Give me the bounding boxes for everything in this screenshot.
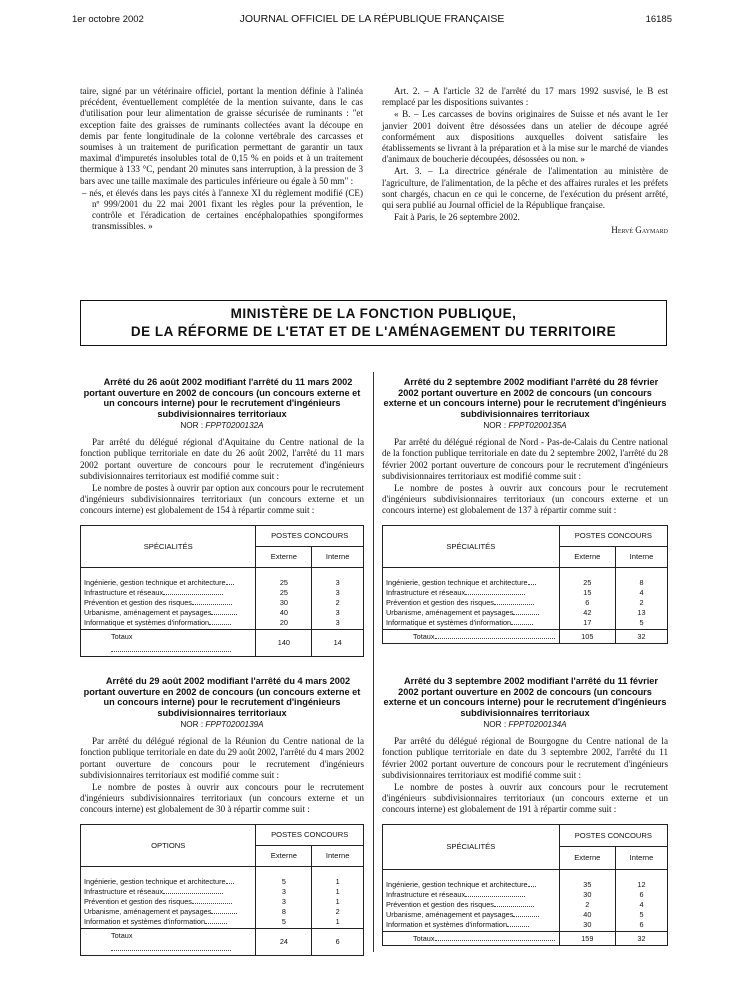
row-externe: 30 xyxy=(559,890,615,900)
nor-label: NOR : xyxy=(180,421,204,430)
row-interne: 5 xyxy=(615,910,667,920)
total-externe: 140 xyxy=(256,629,312,656)
paragraph: Le nombre de postes à ouvrir aux concours pour le recrutement d'ingénieurs subdivisionnaires territoriaux (un concours externe et un concours interne) est globalement de 30 à répartir comme suit : xyxy=(80,782,364,815)
row-label-text: Ingénierie, gestion technique et architecture xyxy=(386,879,528,889)
totals-label xyxy=(81,629,256,656)
table-row xyxy=(383,920,668,931)
paragraph: – nés, et élevés dans les pays cités à l'annexe XI du règlement modifié (CE) nº 999/2001 du 22 mai 2001 fixant les règles pour la prévention, le contrôle et l'éradication de certaines encéphalopathies spongiformes transmissibles. » xyxy=(82,187,363,232)
dot-leader xyxy=(192,897,232,904)
row-label xyxy=(81,598,256,608)
totals-label-text: Totaux xyxy=(111,930,133,940)
column-header-postes: POSTES CONCOURS xyxy=(559,525,667,546)
row-externe: 30 xyxy=(256,598,312,608)
arrete-title: Arrêté du 26 août 2002 modifiant l'arrêté du 11 mars 2002 portant ouverture en 2002 de concours (un concours externe et un concours interne) pour le recrutement d'ingénieurs subdivisionnaires territoriaux xyxy=(83,377,361,419)
column-header-externe: Externe xyxy=(559,847,615,870)
column-header-externe: Externe xyxy=(256,546,312,567)
dot-leader xyxy=(507,920,529,927)
totals-label-text: Totaux xyxy=(413,631,435,641)
postes-table xyxy=(382,824,668,946)
column-header-interne: Interne xyxy=(615,847,667,870)
row-label-text: Informatique et systèmes d'information xyxy=(84,618,210,628)
row-label-text: Urbanisme, aménagement et paysages xyxy=(84,608,212,618)
row-interne: 12 xyxy=(615,869,667,890)
row-interne: 4 xyxy=(615,900,667,910)
totals-row xyxy=(383,931,668,945)
column-header-label: SPÉCIALITÉS xyxy=(383,525,560,567)
row-externe: 35 xyxy=(559,869,615,890)
dot-leader xyxy=(494,900,534,907)
row-externe: 25 xyxy=(256,588,312,598)
row-interne: 13 xyxy=(615,608,667,618)
paragraph: Le nombre de postes à ouvrir aux concours pour le recrutement d'ingénieurs subdivisionnaires territoriaux (un concours externe et un concours interne) est globalement de 137 à répartir comme suit : xyxy=(382,483,668,516)
column-header-label: SPÉCIALITÉS xyxy=(383,824,560,869)
row-interne: 1 xyxy=(312,917,364,928)
nor-reference xyxy=(80,420,364,431)
dot-leader xyxy=(209,618,231,625)
row-label-text: Infrastructure et réseaux xyxy=(84,886,164,896)
postes-table xyxy=(80,525,364,657)
row-externe: 2 xyxy=(559,900,615,910)
column-divider xyxy=(373,372,374,952)
row-label xyxy=(383,608,560,618)
totals-label-text: Totaux xyxy=(413,933,435,943)
row-label-text: Urbanisme, aménagement et paysages xyxy=(386,910,514,920)
table-row xyxy=(81,907,364,917)
column-header-postes: POSTES CONCOURS xyxy=(559,824,667,847)
row-externe: 6 xyxy=(559,598,615,608)
arrete-29-aout xyxy=(80,676,364,956)
paragraph: Par arrêté du délégué régional de Nord - Pas-de-Calais du Centre national de la fonction publique territoriale en date du 2 septembre 2002, l'arrêté du 28 février 2002 portant ouverture de concours pour le recrutement d'ingénieurs subdivisionnaires territoriaux est modifié comme suit : xyxy=(382,437,668,481)
row-label xyxy=(81,618,256,629)
table-row xyxy=(383,910,668,920)
page-header xyxy=(72,12,672,28)
arrete-title: Arrêté du 3 septembre 2002 modifiant l'arrêté du 11 février 2002 portant ouverture en 2002 de concours (un concours externe et un concours interne) pour le recrutement d'ingénieurs subdivisionnaires territoriaux xyxy=(383,676,667,718)
nor-code: FPPT0200135A xyxy=(508,421,567,430)
signature: Hervé Gaymard xyxy=(611,225,668,236)
total-externe: 159 xyxy=(559,931,615,945)
paragraph: Par arrêté du délégué régional de la Réunion du Centre national de la fonction publique territoriale en date du 29 août 2002, l'arrêté du 4 mars 2002 portant ouverture de concours pour le recrutement d'ingénieurs subdivisionnaires territoriaux est modifié comme suit : xyxy=(80,736,364,780)
row-label-text: Informatique et systèmes d'information xyxy=(386,618,512,628)
row-label xyxy=(383,869,560,890)
table-row xyxy=(383,869,668,890)
ministry-line-2: DE LA RÉFORME DE L'ETAT ET DE L'AMÉNAGEMENT DU TERRITOIRE xyxy=(130,324,617,339)
row-label-text: Prévention et gestion des risques xyxy=(84,598,192,608)
top-left-column xyxy=(80,86,363,234)
postes-table xyxy=(382,525,668,644)
row-interne: 6 xyxy=(615,920,667,931)
row-label xyxy=(81,907,256,917)
column-header-externe: Externe xyxy=(256,845,312,866)
dot-leader xyxy=(192,598,232,605)
paragraph: Par arrêté du délégué régional de Bourgogne du Centre national de la fonction publique territoriale en date du 3 septembre 2002, l'arrêté du 11 février 2002 portant ouverture de concours pour le recrutement d'ingénieurs subdivisionnaires territoriaux est modifié comme suit : xyxy=(382,736,668,780)
nor-code: FPPT0200139A xyxy=(205,720,264,729)
row-label-text: Infrastructure et réseaux xyxy=(386,889,466,899)
dot-leader xyxy=(435,632,555,639)
row-interne: 8 xyxy=(615,567,667,588)
row-interne: 1 xyxy=(312,887,364,897)
row-label-text: Urbanisme, aménagement et paysages xyxy=(386,608,514,618)
column-header-postes: POSTES CONCOURS xyxy=(256,525,364,546)
arrete-title: Arrêté du 29 août 2002 modifiant l'arrêté du 4 mars 2002 portant ouverture en 2002 de concours (un concours externe et un concours interne) pour le recrutement d'ingénieurs subdivisionnaires territoriaux xyxy=(83,676,361,718)
row-label-text: Infrastructure et réseaux xyxy=(386,587,466,597)
row-label-text: Information et systèmes d'information xyxy=(386,920,508,930)
arrete-title: Arrêté du 2 septembre 2002 modifiant l'arrêté du 28 février 2002 portant ouverture en 2002 de concours (un concours externe et un concours interne) pour le recrutement d'ingénieurs subdivisionnaires territoriaux xyxy=(383,377,667,419)
dot-leader xyxy=(226,877,234,884)
table-row xyxy=(81,618,364,629)
paragraph: Par arrêté du délégué régional d'Aquitaine du Centre national de la fonction publique territoriale en date du 26 août 2002, l'arrêté du 11 mars 2002 portant ouverture de concours pour le recrutement d'ingénieurs subdivisionnaires territoriaux est modifié comme suit : xyxy=(80,437,364,481)
nor-label: NOR : xyxy=(483,421,507,430)
row-externe: 40 xyxy=(256,608,312,618)
row-interne: 1 xyxy=(312,866,364,887)
row-interne: 4 xyxy=(615,588,667,598)
row-label-text: Prévention et gestion des risques xyxy=(386,598,494,608)
totals-row xyxy=(81,629,364,656)
totals-row xyxy=(81,928,364,955)
table-row xyxy=(383,567,668,588)
table-row xyxy=(81,598,364,608)
row-label xyxy=(383,598,560,608)
dot-leader xyxy=(111,645,231,652)
dot-leader xyxy=(226,578,234,585)
postes-table xyxy=(80,824,364,956)
row-label-text: Prévention et gestion des risques xyxy=(84,897,192,907)
header-journal-title: JOURNAL OFFICIEL DE LA RÉPUBLIQUE FRANÇAISE xyxy=(239,13,505,25)
column-header-label: OPTIONS xyxy=(81,824,256,866)
column-header-postes: POSTES CONCOURS xyxy=(256,824,364,845)
table-row xyxy=(383,618,668,629)
row-externe: 20 xyxy=(256,618,312,629)
dot-leader xyxy=(513,608,539,615)
row-interne: 5 xyxy=(615,618,667,629)
nor-code: FPPT0200134A xyxy=(508,720,567,729)
table-row xyxy=(81,897,364,907)
paragraph: taire, signé par un vétérinaire officiel, portant la mention définie à l'alinéa précédent, éventuellement complétée de la mention suivante, dans le cas d'utilisation pour leur alimentation de graisse sécurisée de ruminants : "et exception faite des graisses de ruminants collectées avant la découpe en demis par fente longitudinale de la colonne vertébrale des carcasses et soumises à un traitement de purification permettant de garantir un taux maximal d'impuretés insolubles total de 0,15 % en poids et à un traitement thermique à 133 °C, pendant 20 minutes sans interruption, à la pression de 3 bars avec une taille maximale des particules inférieure ou égale à 50 mm" : xyxy=(80,86,363,186)
row-interne: 3 xyxy=(312,588,364,598)
nor-reference xyxy=(382,420,668,431)
row-interne: 2 xyxy=(312,598,364,608)
row-interne: 6 xyxy=(615,890,667,900)
dot-leader xyxy=(211,907,237,914)
row-externe: 15 xyxy=(559,588,615,598)
row-interne: 1 xyxy=(312,897,364,907)
column-header-interne: Interne xyxy=(615,546,667,567)
header-date: 1er octobre 2002 xyxy=(72,14,144,25)
row-externe: 17 xyxy=(559,618,615,629)
table-row xyxy=(383,608,668,618)
row-externe: 5 xyxy=(256,866,312,887)
table-row xyxy=(81,588,364,598)
row-label xyxy=(383,567,560,588)
dot-leader xyxy=(435,934,555,941)
column-header-externe: Externe xyxy=(559,546,615,567)
row-label-text: Ingénierie, gestion technique et architecture xyxy=(84,876,226,886)
dot-leader xyxy=(111,944,231,951)
row-label xyxy=(81,588,256,598)
quote-paragraph: « B. – Les carcasses de bovins originaires de Suisse et nés avant le 1er janvier 2001 doivent être désossées dans un atelier de découpe agréé conformément aux dispositions auxquelles doivent satisfaire les établissements se livrant à la préparation et à la mise sur le marché de viandes d'animaux de boucherie découpées, désossées ou non. » xyxy=(382,109,668,165)
row-label-text: Infrastructure et réseaux xyxy=(84,587,164,597)
column-header-interne: Interne xyxy=(312,845,364,866)
row-externe: 40 xyxy=(559,910,615,920)
row-label xyxy=(383,618,560,629)
row-label xyxy=(383,890,560,900)
arrete-26-aout xyxy=(80,377,364,657)
total-interne: 14 xyxy=(312,629,364,656)
paragraph: Le nombre de postes à ouvrir aux concours pour le recrutement d'ingénieurs subdivisionnaires territoriaux (un concours externe et un concours interne) est globalement de 191 à répartir comme suit : xyxy=(382,782,668,815)
row-label xyxy=(383,900,560,910)
row-externe: 25 xyxy=(256,567,312,588)
total-interne: 32 xyxy=(615,629,667,643)
header-page-number: 16185 xyxy=(645,14,672,25)
row-externe: 8 xyxy=(256,907,312,917)
table-row xyxy=(81,608,364,618)
totals-label-text: Totaux xyxy=(111,631,133,641)
dot-leader xyxy=(211,608,237,615)
table-row xyxy=(81,567,364,588)
dot-leader xyxy=(528,578,536,585)
row-label xyxy=(383,910,560,920)
row-label-text: Prévention et gestion des risques xyxy=(386,900,494,910)
arrete-3-septembre xyxy=(382,676,668,946)
row-label xyxy=(81,608,256,618)
row-label xyxy=(81,567,256,588)
row-externe: 3 xyxy=(256,887,312,897)
article-2: Art. 2. – A l'article 32 de l'arrêté du 17 mars 1992 susvisé, le B est remplacé par les dispositions suivantes : xyxy=(382,86,668,108)
dot-leader xyxy=(511,618,533,625)
totals-label xyxy=(383,629,560,643)
table-row xyxy=(383,900,668,910)
dot-leader xyxy=(465,588,525,595)
column-header-interne: Interne xyxy=(312,546,364,567)
row-interne: 3 xyxy=(312,618,364,629)
dot-leader xyxy=(494,598,534,605)
dot-leader xyxy=(528,880,536,887)
paragraph: Le nombre de postes à ouvrir par option aux concours pour le recrutement d'ingénieurs subdivisionnaires territoriaux (un concours externe et un concours interne) est globalement de 154 à répartir comme suit : xyxy=(80,483,364,516)
row-label xyxy=(81,917,256,928)
row-label-text: Ingénierie, gestion technique et architecture xyxy=(386,577,528,587)
row-externe: 30 xyxy=(559,920,615,931)
dot-leader xyxy=(205,917,227,924)
dot-leader xyxy=(513,910,539,917)
table-row xyxy=(383,598,668,608)
row-label xyxy=(383,920,560,931)
row-externe: 3 xyxy=(256,897,312,907)
table-row xyxy=(81,887,364,897)
row-label-text: Ingénierie, gestion technique et architecture xyxy=(84,577,226,587)
fait-a-paris: Fait à Paris, le 26 septembre 2002. xyxy=(394,212,520,223)
table-row xyxy=(383,890,668,900)
nor-label: NOR : xyxy=(483,720,507,729)
table-row xyxy=(383,588,668,598)
row-externe: 5 xyxy=(256,917,312,928)
total-interne: 32 xyxy=(615,931,667,945)
total-externe: 105 xyxy=(559,629,615,643)
row-label-text: Information et systèmes d'information xyxy=(84,917,206,927)
row-label xyxy=(383,588,560,598)
row-interne: 2 xyxy=(615,598,667,608)
row-interne: 2 xyxy=(312,907,364,917)
dot-leader xyxy=(465,890,525,897)
column-header-label: SPÉCIALITÉS xyxy=(81,525,256,567)
dot-leader xyxy=(163,588,223,595)
row-label-text: Urbanisme, aménagement et paysages xyxy=(84,907,212,917)
top-right-column xyxy=(382,86,668,237)
row-externe: 25 xyxy=(559,567,615,588)
table-row xyxy=(81,866,364,887)
row-label xyxy=(81,887,256,897)
arrete-2-septembre xyxy=(382,377,668,644)
table-row xyxy=(81,917,364,928)
totals-row xyxy=(383,629,668,643)
total-interne: 6 xyxy=(312,928,364,955)
dot-leader xyxy=(163,887,223,894)
nor-code: FPPT0200132A xyxy=(205,421,264,430)
ministry-heading xyxy=(80,300,667,346)
nor-reference xyxy=(80,719,364,730)
row-label xyxy=(81,897,256,907)
row-interne: 3 xyxy=(312,567,364,588)
row-externe: 42 xyxy=(559,608,615,618)
row-label xyxy=(81,866,256,887)
totals-label xyxy=(81,928,256,955)
total-externe: 24 xyxy=(256,928,312,955)
article-3: Art. 3. – La directrice générale de l'alimentation au ministère de l'agriculture, de l'alimentation, de la pêche et des affaires rurales et les préfets sont chargés, chacun en ce qui le concerne, de l'exécution du présent arrêté, qui sera publié au Journal officiel de la République française. xyxy=(382,166,668,211)
row-interne: 3 xyxy=(312,608,364,618)
nor-label: NOR : xyxy=(180,720,204,729)
ministry-line-1: MINISTÈRE DE LA FONCTION PUBLIQUE, xyxy=(230,306,517,321)
totals-label xyxy=(383,931,560,945)
nor-reference xyxy=(382,719,668,730)
